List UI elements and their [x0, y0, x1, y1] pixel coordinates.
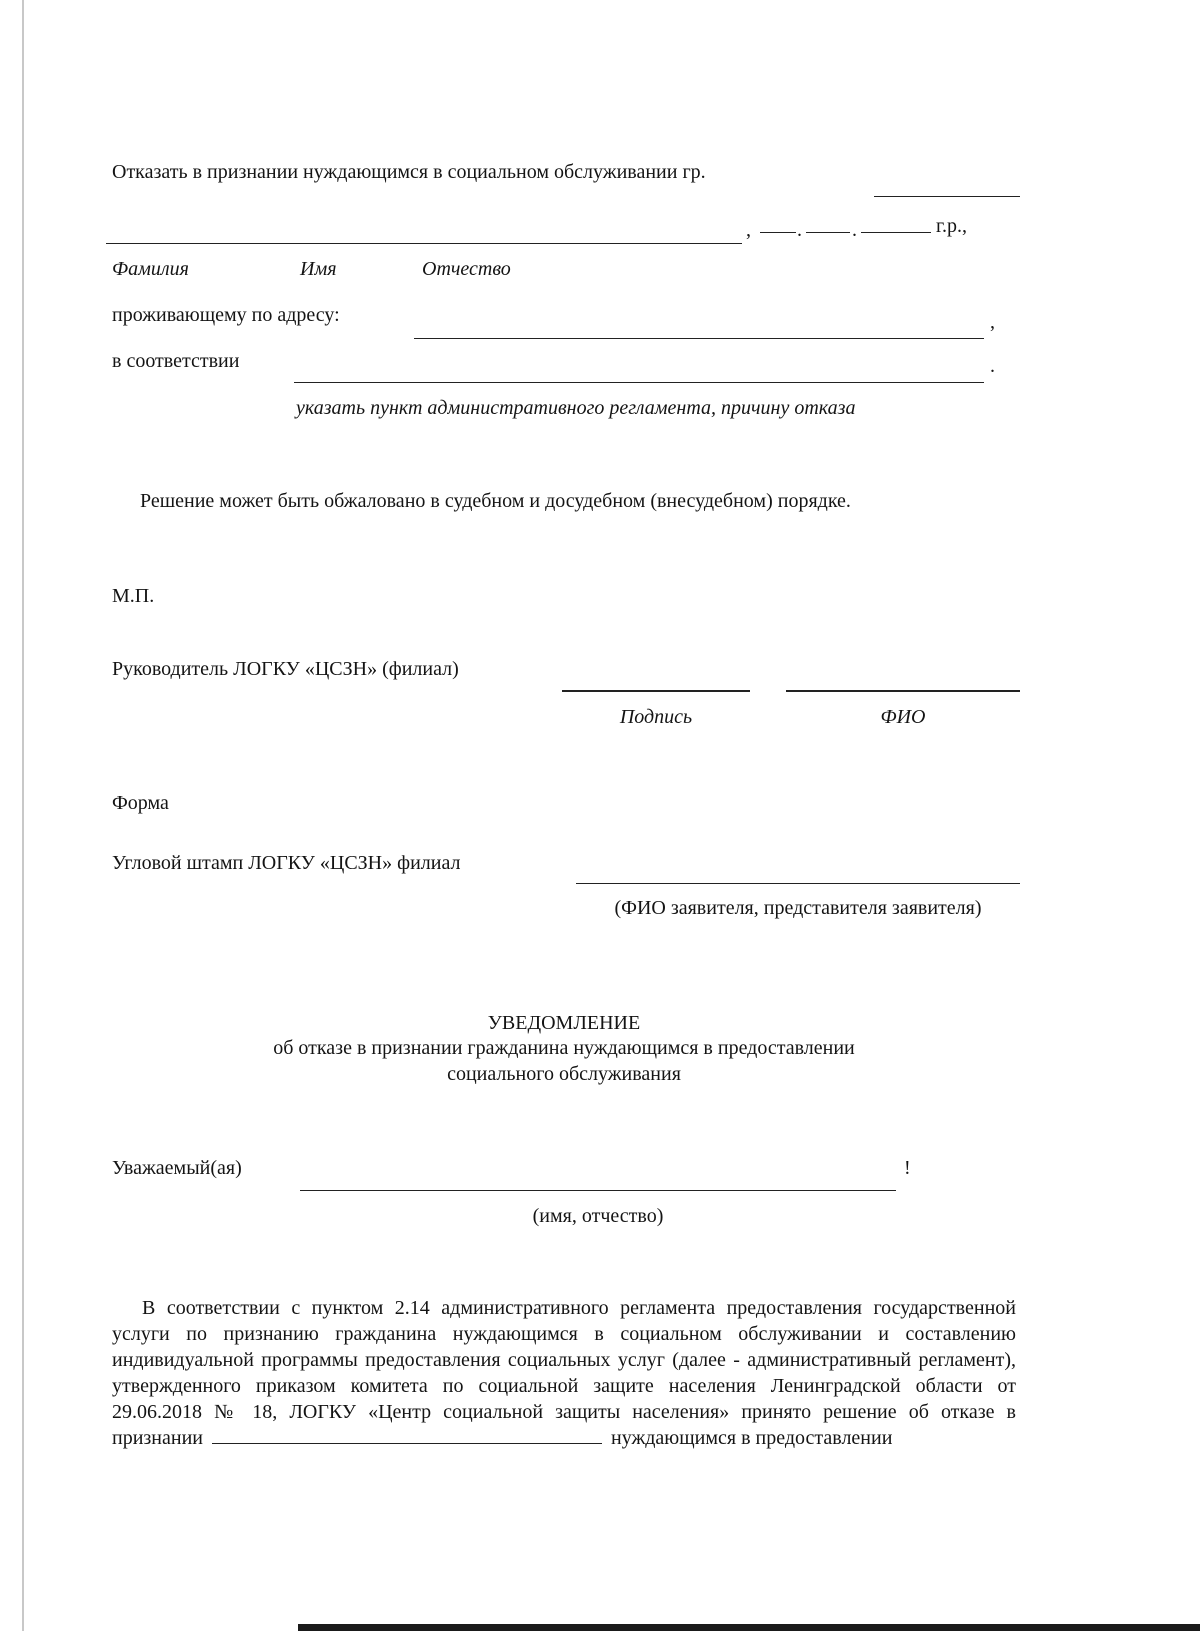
appeal-text: Решение может быть обжаловано в судебном и досудебном (внесудебном) порядке. [140, 490, 851, 512]
stamp-label: Угловой штамп ЛОГКУ «ЦСЗН» филиал [112, 852, 461, 874]
dob-month-blank [806, 232, 850, 233]
comma-mark: , [990, 311, 995, 333]
fio-blank [786, 690, 1020, 692]
form-label: Форма [112, 792, 169, 814]
dob-suffix: г.р., [936, 215, 967, 237]
fio-hint: ФИО [880, 706, 926, 728]
signature-hint: Подпись [619, 706, 693, 728]
greeting-blank [300, 1190, 896, 1191]
head-label: Руководитель ЛОГКУ «ЦСЗН» (филиал) [112, 658, 459, 680]
applicant-hint: (ФИО заявителя, представителя заявителя) [614, 897, 982, 919]
notice-subtitle-1: об отказе в признании гражданина нуждающимся в предоставлении [273, 1037, 855, 1059]
citizen-blank-end [874, 196, 1020, 197]
notice-body [112, 1295, 1016, 1451]
signature-blank [562, 690, 750, 692]
dot-mark: . [797, 219, 802, 241]
greeting-label: Уважаемый(ая) [112, 1157, 242, 1179]
dot-mark: . [852, 219, 857, 241]
accordance-label: в соответствии [112, 350, 240, 372]
scan-left-edge [22, 0, 24, 1631]
greeting-hint: (имя, отчество) [532, 1205, 664, 1227]
dot-mark: . [990, 355, 995, 377]
name-hint: Имя [300, 258, 337, 280]
citizen-name-blank [212, 1425, 602, 1444]
greeting-end: ! [904, 1157, 911, 1179]
applicant-blank [576, 883, 1020, 884]
dob-year-blank [861, 232, 931, 233]
notice-body-text-end: нуждающимся в предоставлении [611, 1427, 893, 1449]
notice-title: УВЕДОМЛЕНИЕ [487, 1012, 641, 1034]
dob-day-blank [760, 232, 796, 233]
scan-bottom-edge [298, 1624, 1200, 1631]
refuse-line: Отказать в признании нуждающимся в социальном обслуживании гр. [112, 161, 706, 183]
seal-label: М.П. [112, 585, 155, 607]
full-name-blank [106, 243, 742, 244]
accordance-blank [294, 382, 984, 383]
patronymic-hint: Отчество [422, 258, 511, 280]
notice-body-text: В соответствии с пунктом 2.14 административного регламента предоставления государственной услуги по признанию гражданина нуждающимся в социальном обслуживании и составлению индивидуальной программы предоставления социальных услуг (далее - административный регламент), утвержденного приказом комитета по социальной защите населения Ленинградской области от 29.06.2018 № 18, ЛОГКУ «Центр социальной защиты населения» принято решение об отказе в признании [112, 1297, 1016, 1449]
comma-mark: , [746, 219, 751, 241]
accordance-hint: указать пункт административного регламента, причину отказа [296, 397, 856, 419]
address-label: проживающему по адресу: [112, 304, 340, 326]
surname-hint: Фамилия [112, 258, 189, 280]
notice-subtitle-2: социального обслуживания [447, 1063, 681, 1085]
address-blank [414, 338, 984, 339]
